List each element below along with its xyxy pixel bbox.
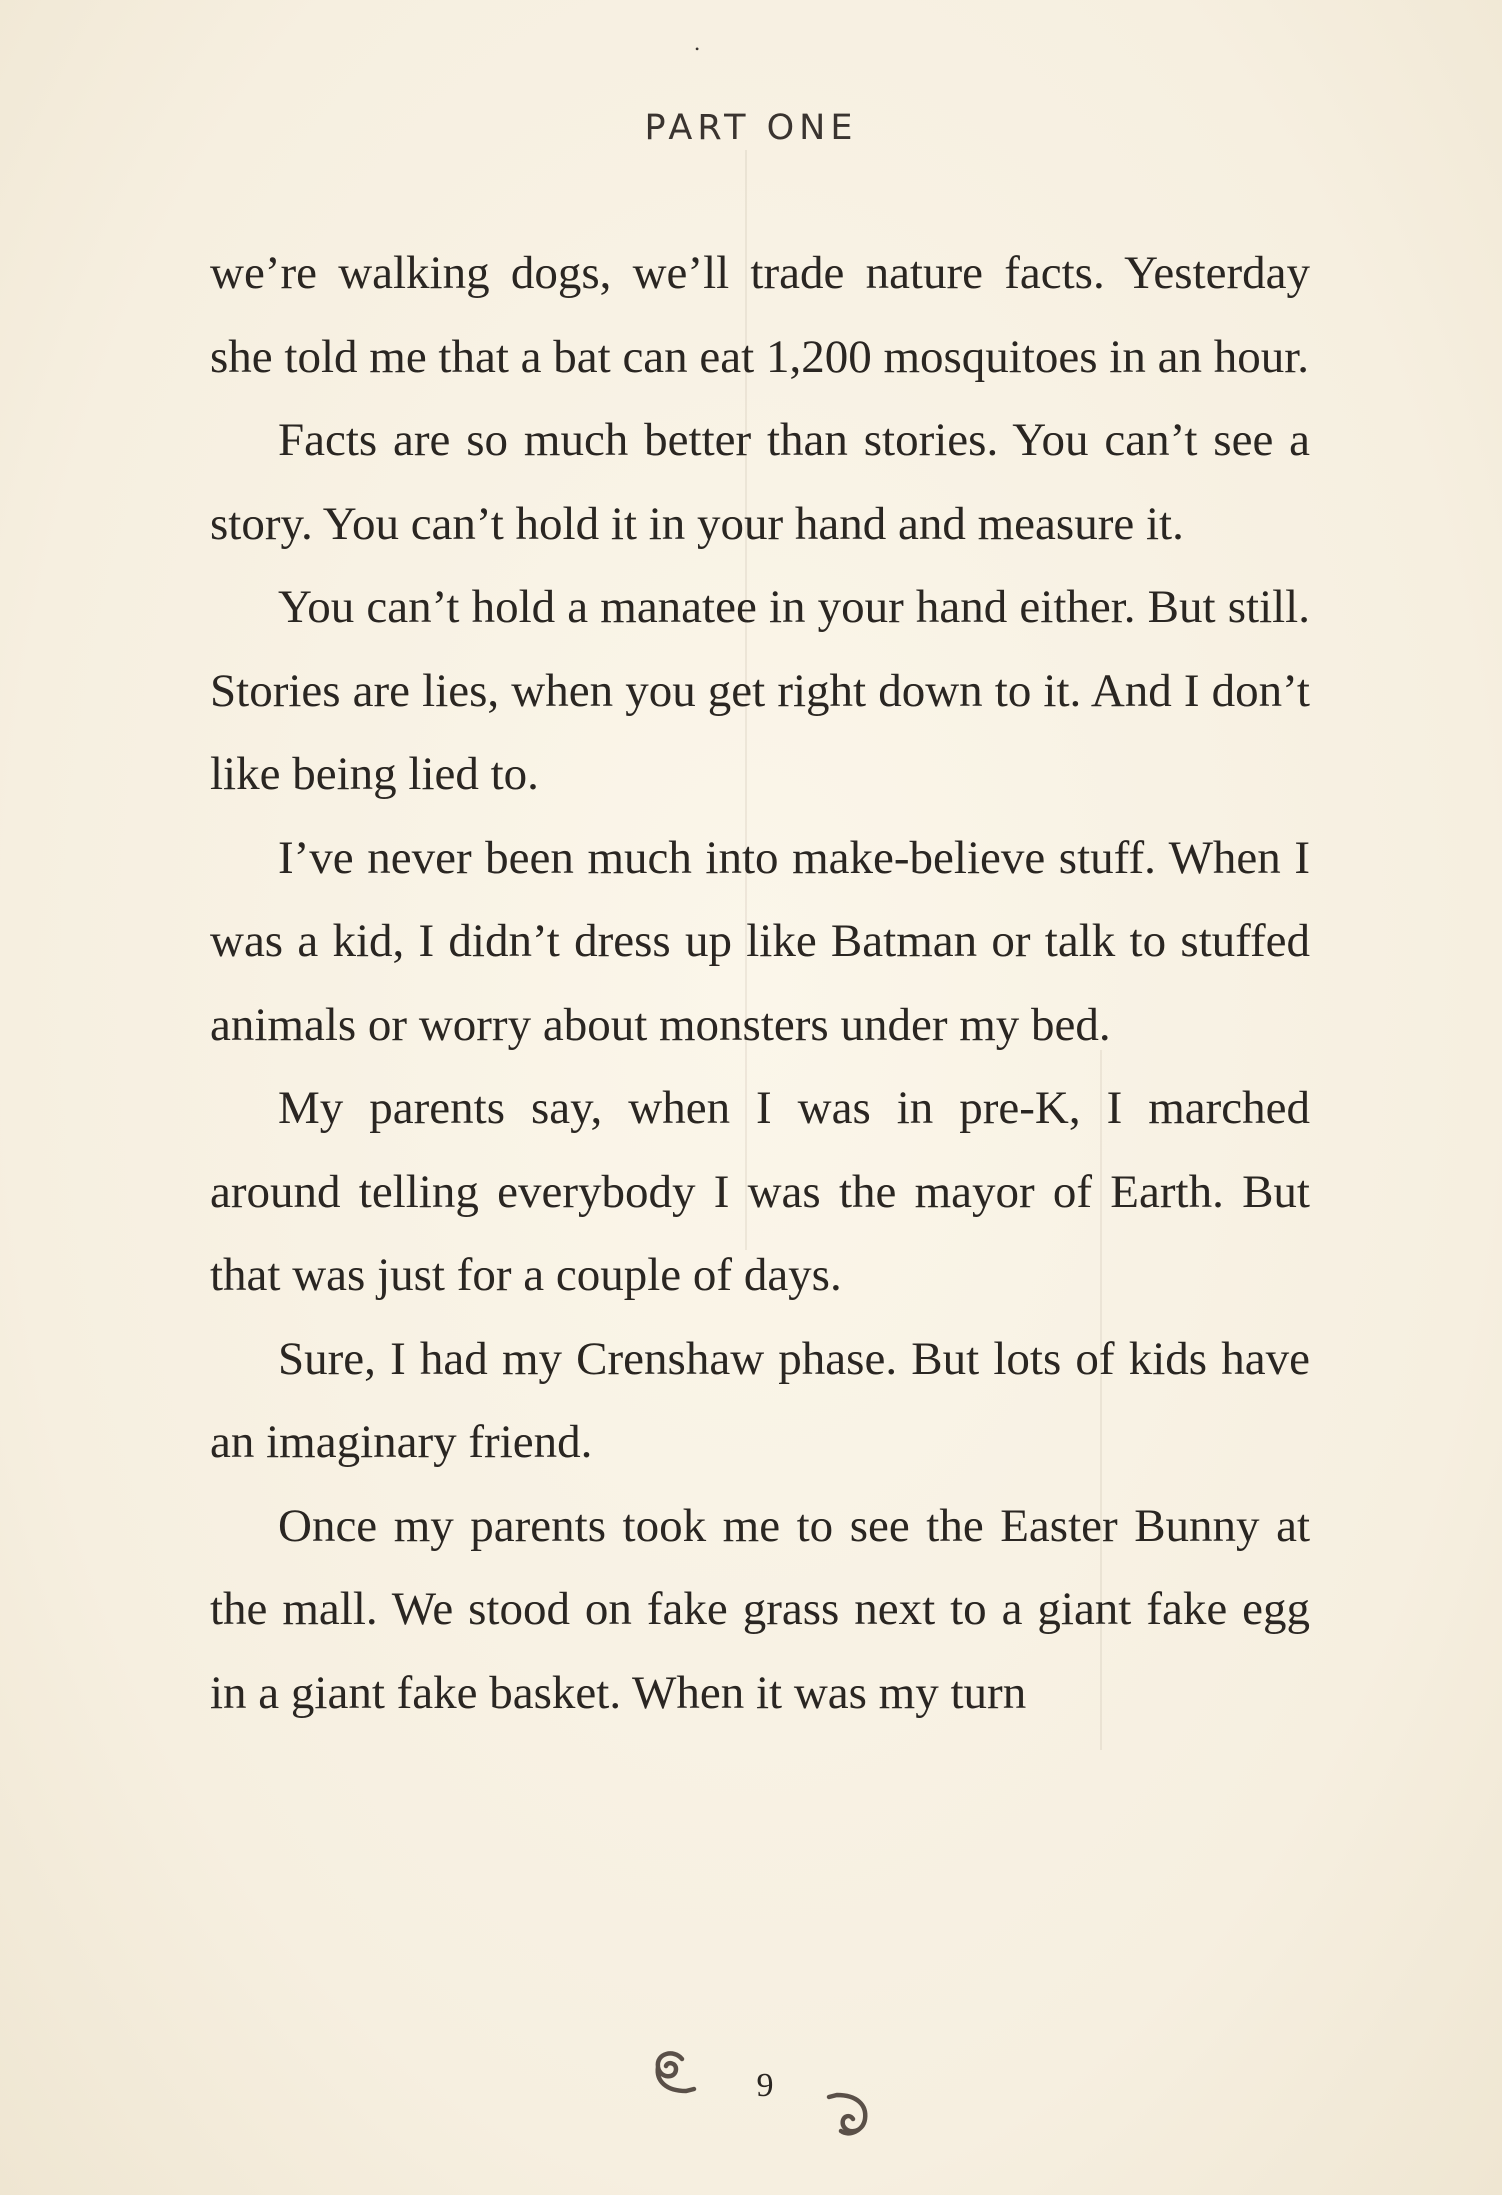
paragraph: My parents say, when I was in pre-K, I marched around telling everybody I was the mayor of Earth. But that was just for a couple of days. — [210, 1082, 1310, 1301]
paragraph: Sure, I had my Crenshaw phase. But lots of kids have an imaginary friend. — [210, 1332, 1310, 1468]
paragraph: we’re walking dogs, we’ll trade nature facts. Yesterday she told me that a bat can eat 1,200 mosquitoes in an hour. — [210, 247, 1310, 383]
page-number: 9 — [756, 2067, 774, 2104]
paragraph: Once my parents took me to see the Easter Bunny at the mall. We stood on fake grass next to a giant fake egg in a giant fake basket. When it was my turn — [210, 1499, 1310, 1719]
printer-mark: • — [695, 42, 700, 56]
paragraph: Facts are so much better than stories. You can’t see a story. You can’t hold it in your hand and measure it. — [210, 414, 1310, 550]
paragraph: You can’t hold a manatee in your hand either. But still. Stories are lies, when you get right down to it. And I don’t like being lied to. — [210, 581, 1310, 800]
body-text — [210, 232, 1310, 1735]
page-footer — [0, 2045, 1502, 2165]
running-head: PART ONE — [644, 108, 858, 148]
swirl-ornament-icon — [648, 2045, 700, 2101]
swirl-ornament-icon — [823, 2087, 875, 2143]
paragraph: I’ve never been much into make-believe stuff. When I was a kid, I didn’t dress up like Batman or talk to stuffed animals or worry about monsters under my bed. — [210, 831, 1310, 1051]
